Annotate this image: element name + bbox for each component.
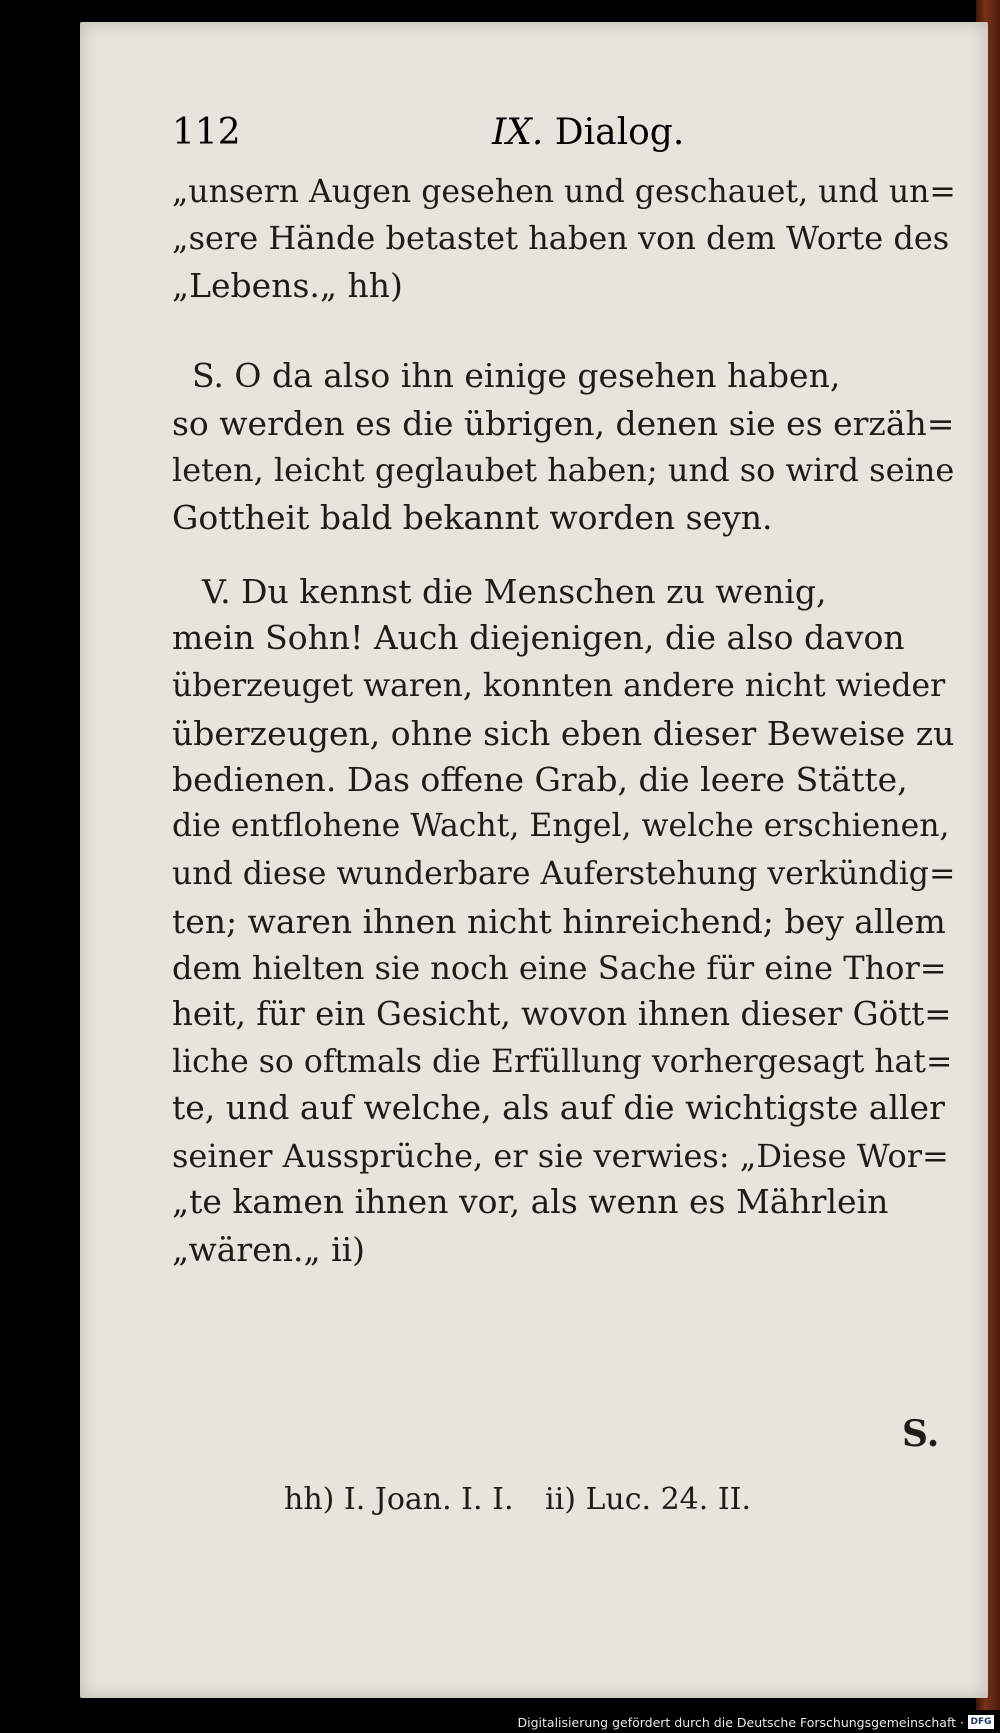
running-title-roman: IX.	[492, 112, 544, 153]
text-line: S. O da also ihn einige gesehen haben,	[192, 356, 841, 395]
page-header	[172, 112, 956, 162]
running-title-word: Dialog.	[554, 112, 685, 153]
text-line: dem hielten sie noch eine Sache für eine Thor=	[172, 949, 947, 987]
text-line: leten, leicht geglaubet haben; und so wird seine	[172, 451, 955, 489]
text-line: seiner Aussprüche, er sie verwies: „Diese Wor=	[172, 1137, 949, 1175]
text-line: überzeugen, ohne sich eben dieser Beweise zu	[172, 714, 955, 753]
funding-credit: Digitalisierung gefördert durch die Deutsche Forschungsgemeinschaft ·	[517, 1715, 964, 1730]
text-line: überzeuget waren, konnten andere nicht wieder	[172, 668, 946, 704]
digitization-footer	[0, 1712, 1000, 1733]
dfg-logo: DFG	[968, 1715, 994, 1729]
text-line: Gottheit bald bekannt worden seyn.	[172, 498, 773, 537]
text-line: liche so oftmals die Erfüllung vorhergesagt hat=	[172, 1044, 953, 1080]
catchword: S.	[902, 1413, 940, 1455]
footnote-ii: ii) Luc. 24. II.	[545, 1482, 752, 1517]
footnote-hh: hh) I. Joan. I. I.	[284, 1482, 514, 1517]
text-line: „unsern Augen gesehen und geschauet, und un=	[172, 174, 956, 210]
text-line: heit, für ein Gesicht, wovon ihnen dieser Gött=	[172, 995, 952, 1033]
text-line: „sere Hände betastet haben von dem Worte des	[172, 219, 950, 257]
text-line: bedienen. Das offene Grab, die leere Stätte,	[172, 760, 908, 799]
text-line: und diese wunderbare Auferstehung verkündig=	[172, 856, 956, 892]
text-line: te, und auf welche, als auf die wichtigste aller	[172, 1088, 945, 1127]
footnotes	[284, 1482, 773, 1517]
text-line: „Lebens.„ hh)	[172, 266, 403, 305]
text-line: „te kamen ihnen vor, als wenn es Mährlein	[172, 1182, 889, 1221]
text-line: V. Du kennst die Menschen zu wenig,	[202, 572, 827, 611]
text-line: so werden es die übrigen, denen sie es erzäh=	[172, 404, 955, 443]
text-line: mein Sohn! Auch diejenigen, die also davon	[172, 618, 905, 657]
text-line: ten; waren ihnen nicht hinreichend; bey allem	[172, 902, 946, 941]
page-number: 112	[172, 112, 241, 153]
text-line: „wären.„ ii)	[172, 1230, 366, 1269]
running-title	[492, 112, 684, 153]
text-line: die entflohene Wacht, Engel, welche erschienen,	[172, 808, 950, 844]
